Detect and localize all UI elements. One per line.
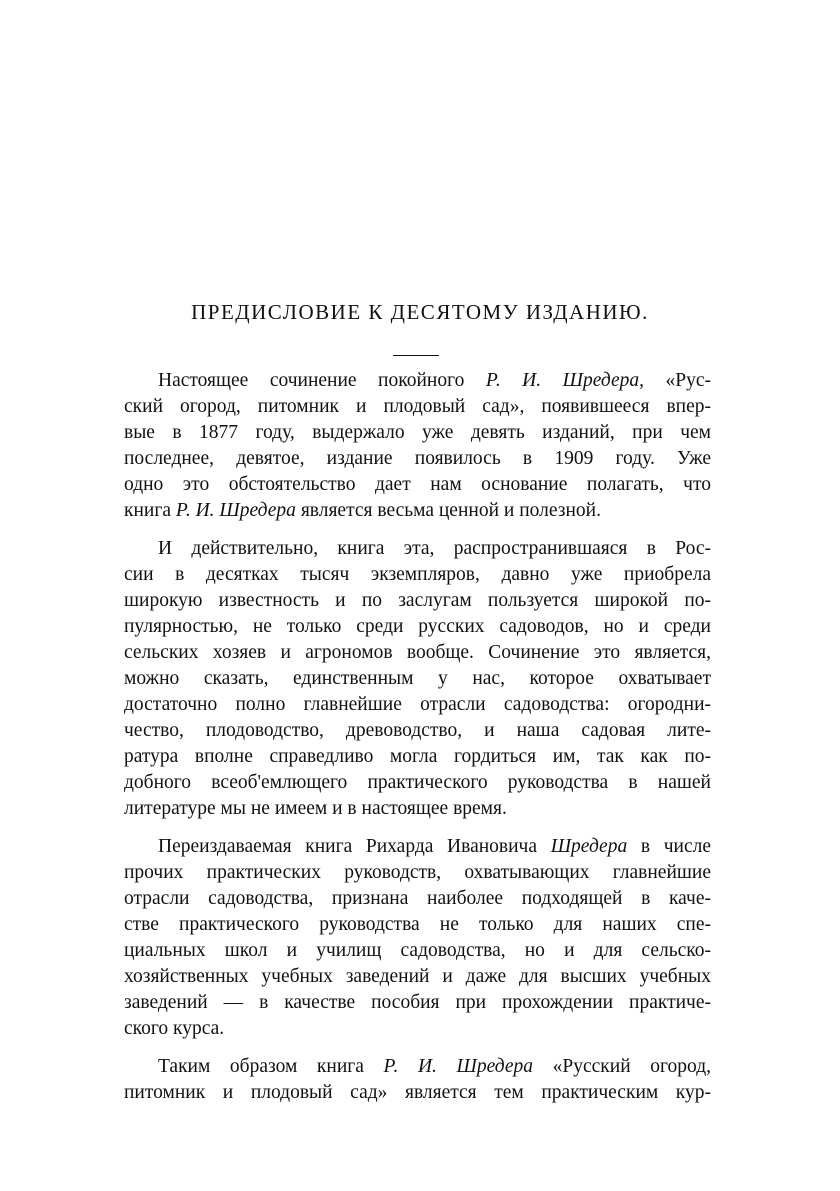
text-line	[124, 562, 711, 588]
italic-name: Р. И. Шредера,	[485, 370, 645, 391]
line-segment: широкую известность и по заслугам пользуется широкой по-	[124, 590, 711, 611]
paragraph-gap	[124, 524, 711, 536]
line-segment: чество, плодоводство, древоводство, и наша садовая лите-	[124, 720, 711, 741]
line-segment: пулярностью, не только среди русских садоводов, но и среди	[124, 616, 711, 637]
paragraph-gap	[124, 1042, 711, 1054]
text-line	[124, 420, 711, 446]
paragraph	[124, 1054, 711, 1106]
line-segment: вые в 1877 году, выдержало уже девять изданий, при чем	[124, 422, 711, 443]
line-segment: ского курса.	[124, 1018, 225, 1039]
text-line	[124, 744, 711, 770]
text-line	[124, 1016, 711, 1042]
text-line	[124, 796, 711, 822]
italic-name: Р. И. Шредера	[383, 1056, 534, 1077]
text-line	[124, 770, 711, 796]
line-segment: в числе	[627, 836, 711, 857]
italic-name: Р. И. Шредера	[175, 500, 296, 521]
line-segment: Переиздаваемая книга Рихарда Ивановича	[158, 836, 551, 857]
title-divider	[393, 355, 439, 356]
line-segment: Настоящее сочинение покойного	[158, 370, 486, 391]
line-segment: является весьма ценной и полезной.	[295, 500, 601, 521]
text-line	[124, 912, 711, 938]
text-line	[124, 860, 711, 886]
line-segment: прочих практических руководств, охватывающих главнейшие	[124, 862, 711, 883]
line-segment: книга	[124, 500, 176, 521]
preface-text	[124, 368, 711, 1106]
text-line	[124, 472, 711, 498]
text-line	[124, 834, 711, 860]
paragraph	[124, 536, 711, 822]
chapter-title: ПРЕДИСЛОВИЕ К ДЕСЯТОМУ ИЗДАНИЮ.	[191, 300, 649, 324]
line-segment: «Русский огород,	[533, 1056, 711, 1077]
text-line	[124, 886, 711, 912]
text-line	[124, 666, 711, 692]
text-line	[124, 498, 711, 524]
line-segment: ратура вполне справедливо могла гордиться им, так как по-	[124, 746, 711, 767]
line-segment: литературе мы не имеем и в настоящее время.	[124, 798, 507, 819]
text-line	[124, 536, 711, 562]
text-line	[124, 990, 711, 1016]
line-segment: Таким образом книга	[158, 1056, 384, 1077]
text-line	[124, 964, 711, 990]
text-line	[124, 640, 711, 666]
line-segment: стве практического руководства не только для наших спе-	[124, 914, 711, 935]
line-segment: «Рус-	[644, 370, 711, 391]
text-line	[124, 718, 711, 744]
text-line	[124, 368, 711, 394]
text-line	[124, 588, 711, 614]
line-segment: можно сказать, единственным у нас, которое охватывает	[124, 668, 711, 689]
line-segment: сии в десятках тысяч экземпляров, давно уже приобрела	[124, 564, 711, 585]
line-segment: циальных школ и училищ садоводства, но и для сельско-	[124, 940, 711, 961]
line-segment: последнее, девятое, издание появилось в 1909 году. Уже	[124, 448, 711, 469]
text-line	[124, 394, 711, 420]
line-segment: достаточно полно главнейшие отрасли садоводства: огородни-	[124, 694, 711, 715]
line-segment: питомник и плодовый сад» является тем практическим кур-	[124, 1082, 711, 1103]
text-line	[124, 446, 711, 472]
line-segment: хозяйственных учебных заведений и даже для высших учебных	[124, 966, 711, 987]
line-segment: сельских хозяев и агрономов вообще. Сочинение это является,	[124, 642, 711, 663]
text-line	[124, 614, 711, 640]
text-line	[124, 692, 711, 718]
text-line	[124, 1080, 711, 1106]
line-segment: добного всеоб'емлющего практического руководства в нашей	[124, 772, 711, 793]
line-segment: отрасли садоводства, признана наиболее подходящей в каче-	[124, 888, 711, 909]
line-segment: И действительно, книга эта, распространившаяся в Рос-	[158, 538, 711, 559]
text-line	[124, 1054, 711, 1080]
paragraph-gap	[124, 822, 711, 834]
text-line	[124, 938, 711, 964]
paragraph	[124, 368, 711, 524]
paragraph	[124, 834, 711, 1042]
line-segment: ский огород, питомник и плодовый сад», появившееся впер-	[124, 396, 711, 417]
line-segment: заведений — в качестве пособия при прохождении практиче-	[124, 992, 711, 1013]
line-segment: одно это обстоятельство дает нам основание полагать, что	[124, 474, 711, 495]
italic-name: Шредера	[550, 836, 628, 857]
